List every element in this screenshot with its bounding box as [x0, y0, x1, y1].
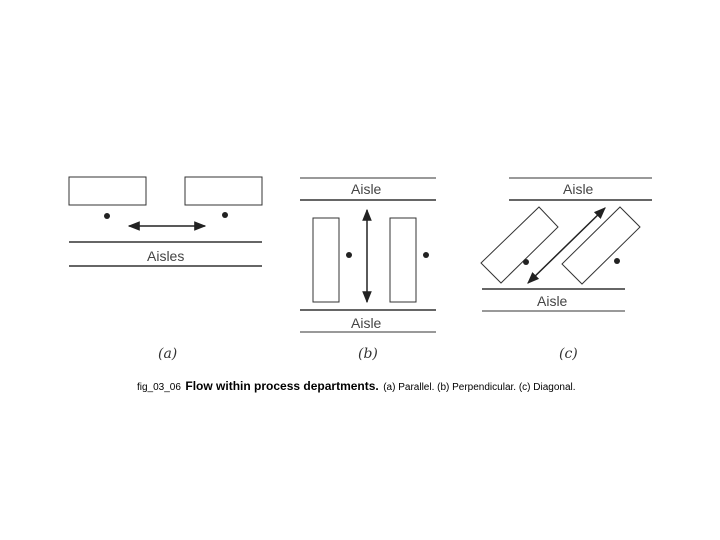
station-dot-left	[104, 213, 110, 219]
aisle-top-label: Aisle	[563, 181, 594, 197]
panel-label-a: (a)	[158, 346, 178, 362]
panel-c	[481, 178, 652, 362]
aisle-label: Aisles	[147, 248, 185, 264]
aisle-top-label: Aisle	[351, 181, 382, 197]
panel-label-b: (b)	[358, 346, 378, 362]
panel-a	[69, 177, 262, 362]
department-box-right	[185, 177, 262, 205]
department-box-right	[562, 207, 640, 284]
station-dot-right	[423, 252, 429, 258]
panel-b	[300, 178, 436, 362]
aisle-bottom-label: Aisle	[351, 315, 382, 331]
station-dot-left	[346, 252, 352, 258]
station-dot-left	[523, 259, 529, 265]
station-dot-right	[222, 212, 228, 218]
caption-description: (a) Parallel. (b) Perpendicular. (c) Diagonal.	[383, 382, 576, 393]
caption-title: Flow within process departments.	[185, 379, 379, 393]
panel-label-c: (c)	[559, 346, 578, 362]
department-box-left	[481, 207, 558, 283]
department-box-right	[390, 218, 416, 302]
station-dot-right	[614, 258, 620, 264]
caption-id: fig_03_06	[137, 382, 181, 393]
department-box-left	[69, 177, 146, 205]
aisle-bottom-label: Aisle	[537, 293, 568, 309]
department-box-left	[313, 218, 339, 302]
figure-caption	[137, 377, 717, 395]
